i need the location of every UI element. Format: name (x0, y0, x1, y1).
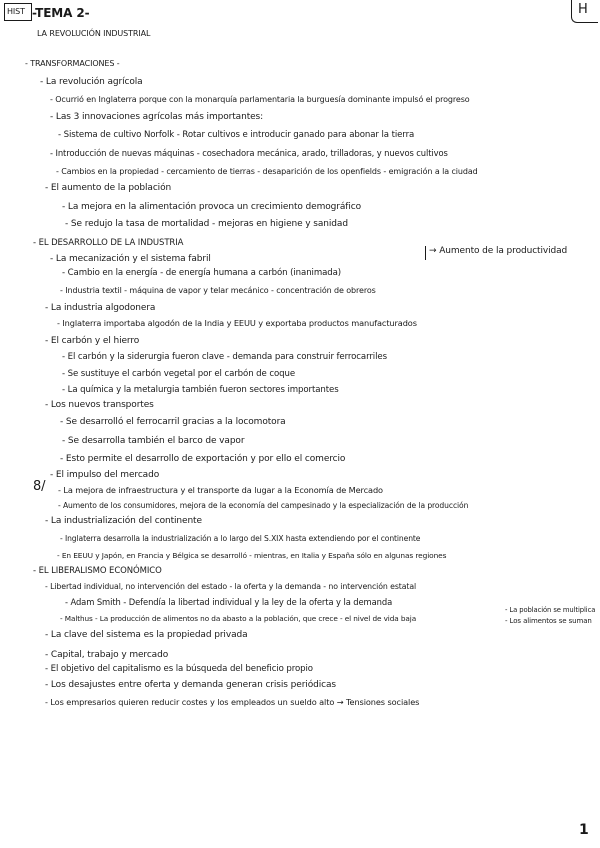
note-productividad: → Aumento de la productividad (425, 246, 567, 260)
line-aumento-poblacion: - El aumento de la población (45, 183, 172, 193)
line-exportacion-comercio: - Esto permite el desarrollo de exportación y por ello el comercio (60, 454, 346, 464)
tema-heading: -TEMA 2- (32, 6, 90, 20)
line-industria-algodonera: - La industria algodonera (45, 303, 156, 313)
line-mecanizacion: - La mecanización y el sistema fabril (50, 254, 211, 264)
line-revolucion-agricola: - La revolución agrícola (40, 77, 143, 87)
line-carbon-hierro: - El carbón y el hierro (45, 336, 140, 346)
line-norfolk: - Sistema de cultivo Norfolk - Rotar cultivos e introducir ganado para abonar la tierra (58, 130, 415, 140)
note-malthus-2: - Los alimentos se suman (505, 617, 592, 625)
line-nuevos-transportes: - Los nuevos transportes (45, 400, 154, 410)
line-cambios-propiedad: - Cambios en la propiedad - cercamiento de tierras - desaparición de los openfields - emigración a la ciudad (56, 167, 478, 176)
line-mejora-alimentacion: - La mejora en la alimentación provoca un crecimiento demográfico (62, 202, 362, 212)
line-empresarios: - Los empresarios quieren reducir costes y los empleados un sueldo alto → Tensiones sociales (45, 697, 420, 707)
line-malthus: - Malthus - La producción de alimentos no da abasto a la población, que crece - el nivel de vida baja (60, 614, 417, 623)
line-nuevas-maquinas: - Introducción de nuevas máquinas - cosechadora mecánica, arado, trilladoras, y nuevos cultivos (50, 148, 448, 158)
note-malthus-1: - La población se multiplica (505, 606, 596, 614)
line-inglaterra-siglo: - Inglaterra desarrolla la industrialización a lo largo del S.XIX hasta extendiendo por el continente (60, 534, 421, 543)
line-capital-trabajo: - Capital, trabajo y mercado (45, 650, 169, 660)
line-inglaterra-algodon: - Inglaterra importaba algodón de la India y EEUU y exportaba productos manufacturados (57, 318, 417, 328)
line-barco-vapor: - Se desarrolla también el barco de vapor (62, 436, 245, 446)
line-eeuu-japon: - En EEUU y Japón, en Francia y Bélgica se desarrolló - mientras, en Italia y España sólo en algunas regiones (57, 551, 447, 560)
line-quimica-metalurgia: - La química y la metalurgia también fueron sectores importantes (62, 385, 339, 395)
section-desarrollo-industria: - EL DESARROLLO DE LA INDUSTRIA (33, 238, 184, 248)
page-number: 1 (579, 822, 589, 838)
bracket-mark: 8/ (33, 479, 46, 494)
subject-label: HIST (7, 7, 25, 16)
line-inglaterra-monarquia: - Ocurrió en Inglaterra porque con la monarquía parlamentaria la burguesía dominante impulsó el progreso (50, 95, 470, 104)
line-tasa-mortalidad: - Se redujo la tasa de mortalidad - mejoras en higiene y sanidad (65, 219, 348, 229)
line-3-innovaciones: - Las 3 innovaciones agrícolas más importantes: (50, 112, 264, 122)
line-industrializacion-continente: - La industrialización del continente (45, 516, 202, 526)
line-desajustes: - Los desajustes entre oferta y demanda generan crisis periódicas (45, 680, 336, 690)
line-aumento-consumidores: - Aumento de los consumidores, mejora de la economía del campesinado y la especialización de la producción (58, 501, 469, 510)
line-libertad-individual: - Libertad individual, no intervención del estado - la oferta y la demanda - no intervención estatal (45, 582, 417, 591)
line-carbon-coque: - Se sustituye el carbón vegetal por el carbón de coque (62, 369, 296, 379)
line-adam-smith: - Adam Smith - Defendía la libertad individual y la ley de la oferta y la demanda (65, 597, 393, 607)
line-economia-mercado: - La mejora de infraestructura y el transporte da lugar a la Economía de Mercado (58, 485, 383, 495)
line-cambio-energia: - Cambio en la energía - de energía humana a carbón (inanimada) (62, 268, 342, 278)
line-ferrocarril: - Se desarrolló el ferrocarril gracias a la locomotora (60, 417, 286, 427)
line-industria-textil: - Industria textil - máquina de vapor y telar mecánico - concentración de obreros (60, 286, 376, 295)
section-transformaciones: - TRANSFORMACIONES - (25, 59, 120, 68)
line-propiedad-privada: - La clave del sistema es la propiedad privada (45, 630, 248, 640)
corner-letter: H (578, 2, 588, 17)
document-title: LA REVOLUCIÓN INDUSTRIAL (37, 29, 151, 38)
section-liberalismo: - EL LIBERALISMO ECONÓMICO (33, 566, 162, 576)
line-impulso-mercado: - El impulso del mercado (50, 470, 160, 480)
line-objetivo-capitalismo: - El objetivo del capitalismo es la búsqueda del beneficio propio (45, 664, 313, 674)
line-siderurgia: - El carbón y la siderurgia fueron clave - demanda para construir ferrocarriles (62, 352, 387, 362)
